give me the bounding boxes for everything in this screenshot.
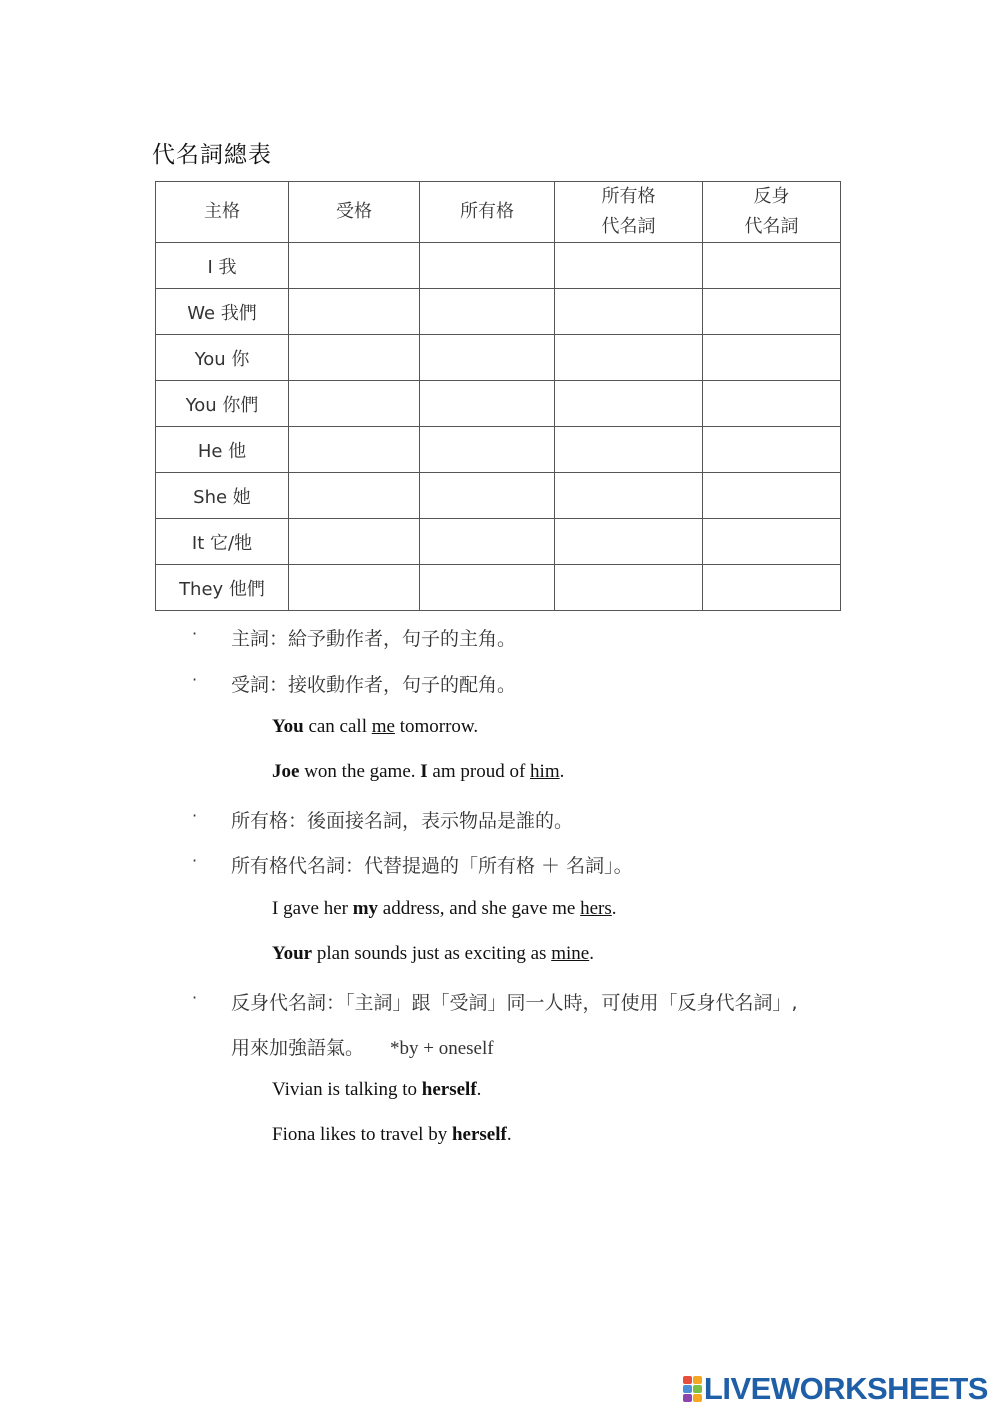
example-sentence: Fiona likes to travel by herself. bbox=[272, 1124, 512, 1145]
pronoun-table bbox=[155, 181, 841, 611]
answer-cell[interactable] bbox=[289, 473, 420, 519]
answer-cell[interactable] bbox=[420, 243, 555, 289]
table-row bbox=[156, 565, 841, 611]
page-title: 代名詞總表 bbox=[152, 142, 272, 168]
bullet-icon: · bbox=[192, 988, 198, 1007]
answer-cell[interactable] bbox=[703, 427, 841, 473]
example-sentence: Joe won the game. I am proud of him. bbox=[272, 761, 565, 782]
bullet-icon: · bbox=[192, 851, 198, 870]
answer-cell[interactable] bbox=[420, 473, 555, 519]
liveworksheets-logo-icon bbox=[683, 1376, 701, 1402]
note-possessive-pronoun: 所有格代名詞：代替提過的「所有格 ＋ 名詞」。 bbox=[231, 855, 633, 877]
bullet-icon: · bbox=[192, 670, 198, 689]
subject-cell: He 他 bbox=[156, 427, 289, 473]
table-row bbox=[156, 427, 841, 473]
answer-cell[interactable] bbox=[555, 335, 703, 381]
subject-cell: You 你 bbox=[156, 335, 289, 381]
answer-cell[interactable] bbox=[703, 289, 841, 335]
table-header-row bbox=[156, 182, 841, 243]
note-subject: 主詞：給予動作者，句子的主角。 bbox=[231, 628, 517, 650]
liveworksheets-logo bbox=[683, 1372, 988, 1406]
answer-cell[interactable] bbox=[289, 427, 420, 473]
table-row bbox=[156, 519, 841, 565]
example-sentence: Vivian is talking to herself. bbox=[272, 1079, 482, 1100]
answer-cell[interactable] bbox=[420, 427, 555, 473]
logo-text: LIVEWORKSHEETS bbox=[703, 1371, 988, 1406]
table-row bbox=[156, 243, 841, 289]
subject-cell: We 我們 bbox=[156, 289, 289, 335]
answer-cell[interactable] bbox=[420, 519, 555, 565]
answer-cell[interactable] bbox=[289, 519, 420, 565]
header-object-case: 受格 bbox=[289, 182, 420, 243]
answer-cell[interactable] bbox=[703, 473, 841, 519]
answer-cell[interactable] bbox=[555, 473, 703, 519]
reflexive-note: *by + oneself bbox=[390, 1038, 494, 1059]
answer-cell[interactable] bbox=[555, 427, 703, 473]
answer-cell[interactable] bbox=[703, 335, 841, 381]
table-row bbox=[156, 335, 841, 381]
answer-cell[interactable] bbox=[289, 335, 420, 381]
answer-cell[interactable] bbox=[703, 565, 841, 611]
answer-cell[interactable] bbox=[289, 243, 420, 289]
example-sentence: You can call me tomorrow. bbox=[272, 716, 479, 737]
answer-cell[interactable] bbox=[703, 243, 841, 289]
answer-cell[interactable] bbox=[420, 565, 555, 611]
answer-cell[interactable] bbox=[555, 519, 703, 565]
header-reflexive-pronoun: 反身 代名詞 bbox=[703, 182, 841, 243]
answer-cell[interactable] bbox=[420, 335, 555, 381]
table-row bbox=[156, 289, 841, 335]
header-possessive-pronoun: 所有格 代名詞 bbox=[555, 182, 703, 243]
bullet-icon: · bbox=[192, 806, 198, 825]
answer-cell[interactable] bbox=[289, 289, 420, 335]
bullet-icon: · bbox=[192, 624, 198, 643]
answer-cell[interactable] bbox=[289, 381, 420, 427]
subject-cell: They 他們 bbox=[156, 565, 289, 611]
subject-cell: It 它/牠 bbox=[156, 519, 289, 565]
example-sentence: I gave her my address, and she gave me hers. bbox=[272, 898, 617, 919]
note-object: 受詞：接收動作者，句子的配角。 bbox=[231, 674, 517, 696]
note-possessive: 所有格：後面接名詞，表示物品是誰的。 bbox=[231, 810, 574, 832]
note-reflexive: 反身代名詞：「主詞」跟「受詞」同一人時，可使用「反身代名詞」, bbox=[231, 992, 798, 1014]
answer-cell[interactable] bbox=[555, 243, 703, 289]
example-sentence: Your plan sounds just as exciting as mine. bbox=[272, 943, 594, 964]
subject-cell: I 我 bbox=[156, 243, 289, 289]
answer-cell[interactable] bbox=[555, 565, 703, 611]
answer-cell[interactable] bbox=[703, 519, 841, 565]
subject-cell: You 你們 bbox=[156, 381, 289, 427]
subject-cell: She 她 bbox=[156, 473, 289, 519]
header-possessive-adjective: 所有格 bbox=[420, 182, 555, 243]
answer-cell[interactable] bbox=[555, 289, 703, 335]
answer-cell[interactable] bbox=[289, 565, 420, 611]
answer-cell[interactable] bbox=[555, 381, 703, 427]
header-subject-case: 主格 bbox=[156, 182, 289, 243]
answer-cell[interactable] bbox=[420, 289, 555, 335]
note-reflexive-continued: 用來加強語氣。 *by + oneself bbox=[231, 1037, 494, 1059]
answer-cell[interactable] bbox=[703, 381, 841, 427]
answer-cell[interactable] bbox=[420, 381, 555, 427]
table-row bbox=[156, 381, 841, 427]
table-row bbox=[156, 473, 841, 519]
